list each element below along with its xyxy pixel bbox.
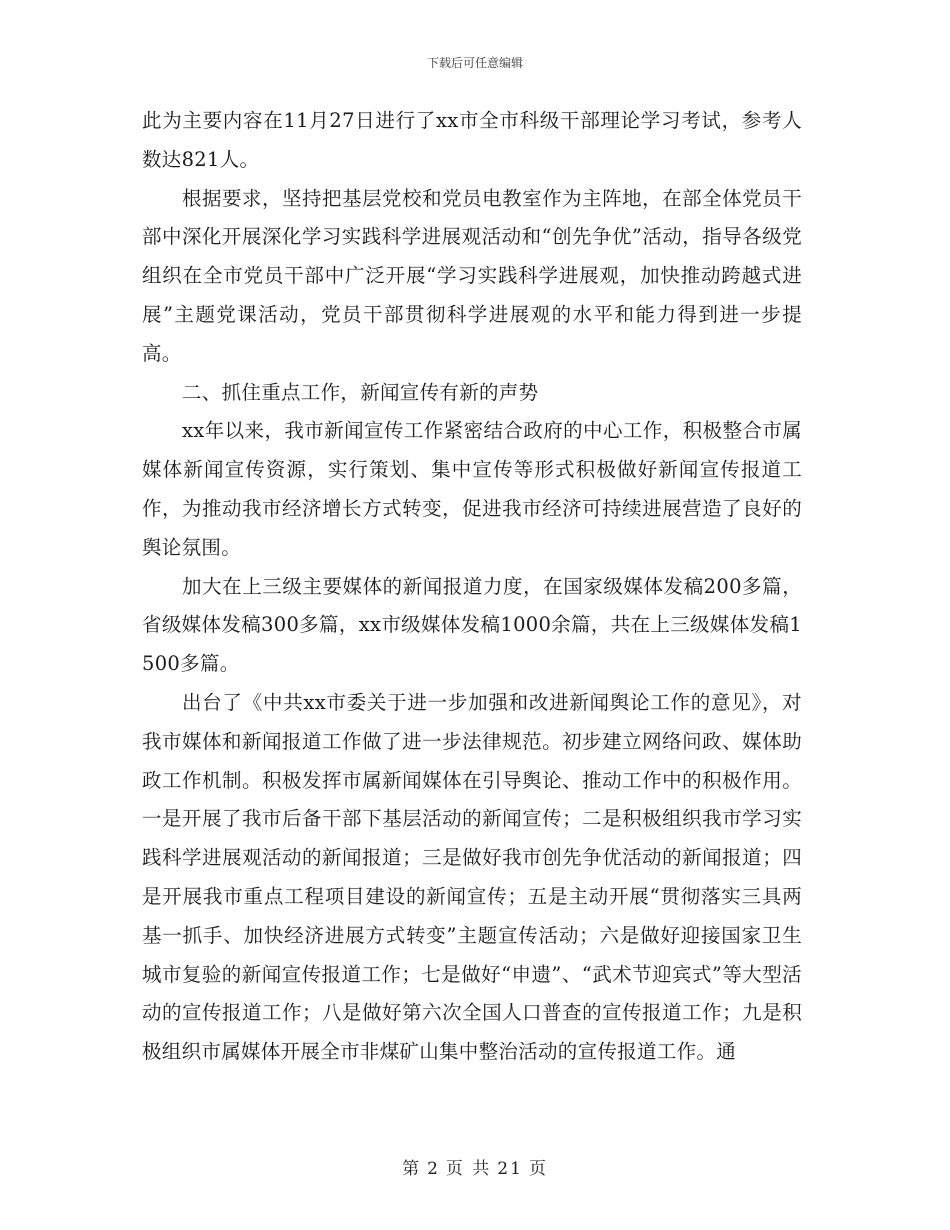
footer-page-number: 2 [427, 1159, 440, 1179]
paragraph-media-articles: 加大在上三级主要媒体的新闻报道力度，在国家级媒体发稿200多篇，省级媒体发稿300多篇，xx市级媒体发稿1000余篇，共在上三级媒体发稿1500多篇。 [142, 574, 802, 676]
footer-prefix: 第 [402, 1159, 422, 1179]
paragraph-party-school: 根据要求，坚持把基层党校和党员电教室作为主阵地，在部全体党员干部中深化开展深化学习实践科学进展观活动和“创先争优”活动，指导各级党组织在全市党员干部中广泛开展“学习实践科学进展观，加快推动跨越式进展”主题党课活动，党员干部贯彻科学进展观的水平和能力得到进一步提高。 [142, 186, 802, 365]
paragraph-opinion-policy: 出台了《中共xx市委关于进一步加强和改进新闻舆论工作的意见》，对我市媒体和新闻报道工作做了进一步法律规范。初步建立网络问政、媒体助政工作机制。积极发挥市属新闻媒体在引导舆论、推动工作中的积极作用。一是开展了我市后备干部下基层活动的新闻宣传；二是积极组织我市学习实践科学进展观活动的新闻报道；三是做好我市创先争优活动的新闻报道；四是开展我市重点工程项目建设的新闻宣传；五是主动开展“贯彻落实三具两基一抓手、加快经济进展方式转变”主题宣传活动；六是做好迎接国家卫生城市复验的新闻宣传报道工作；七是做好“申遗”、“武术节迎宾式”等大型活动的宣传报道工作；八是做好第六次全国人口普查的宣传报道工作；九是积极组织市属媒体开展全市非煤矿山集中整治活动的宣传报道工作。通 [142, 690, 802, 1064]
footer-middle: 页 共 [445, 1159, 492, 1179]
footer-suffix: 页 [528, 1159, 548, 1179]
page-footer [0, 1154, 950, 1179]
page-header: 下载后可任意编辑 [426, 56, 523, 70]
footer-total-pages: 21 [497, 1159, 523, 1179]
document-body [142, 102, 802, 1072]
paragraph-exam-summary: 此为主要内容在11月27日进行了xx市全市科级干部理论学习考试，参考人数达821人。 [142, 109, 802, 171]
section-heading-news: 二、抓住重点工作，新闻宣传有新的声势 [182, 380, 539, 404]
paragraph-news-overview: xx年以来，我市新闻宣传工作紧密结合政府的中心工作，积极整合市属媒体新闻宣传资源，实行策划、集中宣传等形式积极做好新闻宣传报道工作，为推动我市经济增长方式转变，促进我市经济可持续进展营造了良好的舆论氛围。 [142, 419, 802, 559]
